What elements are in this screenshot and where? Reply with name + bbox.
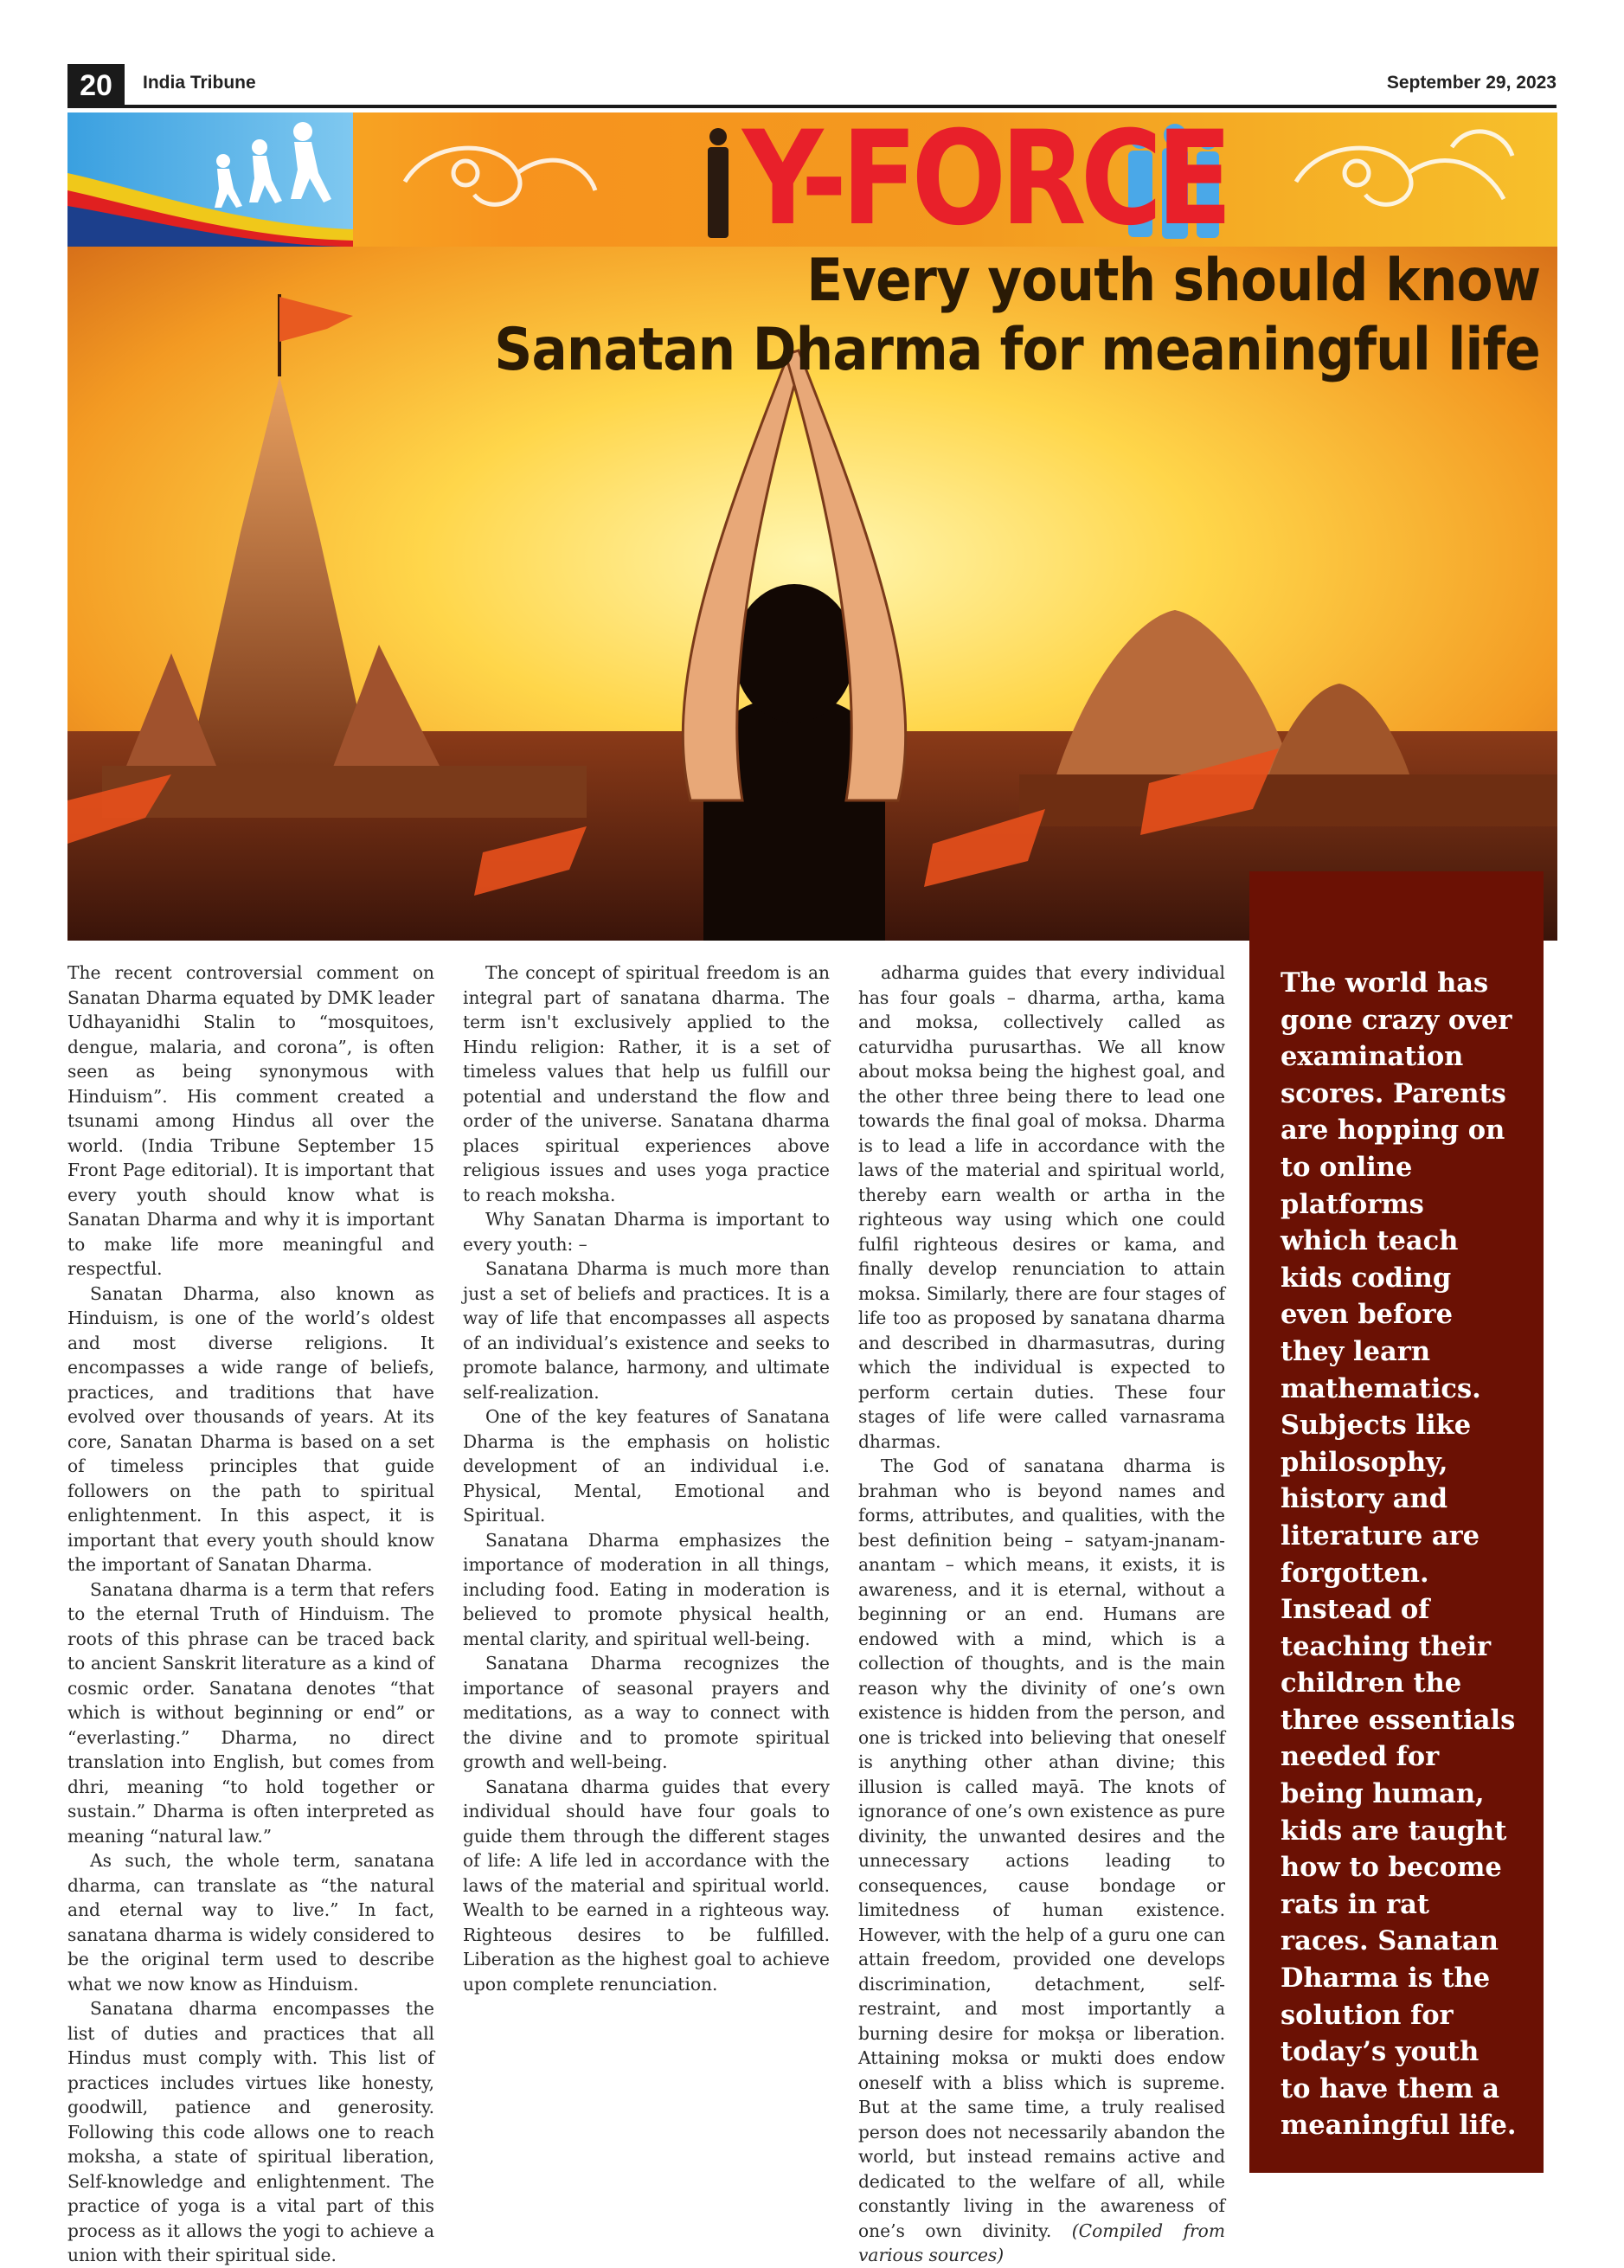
article-column-2 [463,961,830,1996]
swirl-ornament-left-icon [405,148,595,204]
y-force-logo: Y-FORCE [742,112,1227,247]
headline-line-1: Every youth should know [806,247,1540,315]
article-credit: (Compiled from various sources) [858,2220,1225,2265]
article-paragraph: Sanatana Dharma emphasizes the importance of moderation in all things, including food. Eating in moderation is believed to promote physical health, mental clarity, and spiritual well-being. [463,1529,830,1649]
swirl-ornament-right-icon [1296,132,1512,204]
hero-image [67,247,1557,941]
article-column-3 [858,961,1225,2268]
article-paragraph: Sanatana Dharma recognizes the importance of seasonal prayers and meditations, as a way to connect with the divine and to promote spiritual growth and well-being. [463,1653,830,1772]
article-paragraph: As such, the whole term, sanatana dharma, can translate as “the natural and eternal way to live.” In fact, sanatana dharma is widely considered to be the original term used to describe what we now know as Hinduism. [67,1850,434,1995]
article-paragraph: adharma guides that every individual has four goals – dharma, artha, kama and moksa, collectively called as caturvidha purusarthas. We all know about moksa being the highest goal, and the other three being there to lead one towards the final goal of moksa. Dharma is to lead a life in accordance with the laws of the material and spiritual world, thereby earn wealth or artha in the righteous way using which one could fulfil righteous desires or kama, and finally develop renunciation to attain moksa. Similarly, there are four stages of life too as proposed by sanatana dharma and described in dharmasutras, during which the individual is expected to perform certain duties. These four stages of life were called varnasrama dharmas. [858,962,1225,1452]
sidebar-callout [1249,871,1544,2173]
article-paragraph: One of the key features of Sanatana Dharma is the emphasis on holistic development of an individual i.e. Physical, Mental, Emotional and Spiritual. [463,1406,830,1526]
headline-line-2: Sanatan Dharma for meaningful life [494,316,1540,384]
article-paragraph: Sanatana dharma guides that every individual should have four goals to guide them through the different stages of life: A life led in accordance with the laws of the material and spiritual world. Wealth to be earned in a righteous way. Righteous desires to be fulfilled. Liberation as the highest goal to achieve upon complete renunciation. [463,1776,830,1995]
publication-name: India Tribune [143,73,256,93]
article-paragraph: Sanatana dharma is a term that refers to the eternal Truth of Hinduism. The roots of this phrase can be traced back to ancient Sanskrit literature as a kind of cosmic order. Sanatana denotes “that which is without beginning or end” or “everlasting.” Dharma, no direct translation into English, but comes from dhri, meaning “to hold together or sustain.” Dharma is often interpreted as meaning “natural law.” [67,1578,434,1847]
section-banner [67,112,1557,247]
man-silhouette-icon [708,128,729,238]
article-paragraph: Sanatan Dharma, also known as Hinduism, is one of the world’s oldest and most diverse religions. It encompasses a wide range of beliefs, practices, and traditions that have evolved over thousands of years. At its core, Sanatan Dharma is based on a set of timeless principles that guide followers on the path to spiritual enlightenment. In this aspect, it is important that every youth should know the important of Sanatan Dharma. [67,1282,434,1575]
page-number: 20 [67,64,125,107]
article-paragraph-text: The God of sanatana dharma is brahman who is beyond names and forms, attributes, and qualities, with the best definition being – satyam-jnanam-anantam – which means, it exists, it is awareness, and it is eternal, without a beginning or an end. Humans are endowed with a mind, which is a collection of thoughts, and is the main reason why the divinity of one’s own existence is hidden from the person, and one is tricked into believing that oneself is anything other athan divine; this illusion is called mayā. The knots of ignorance of one’s own existence as pure divinity, the unwanted desires and the unnecessary actions leading to consequences, cause bondage or limitedness of human existence. However, with the help of a guru one can attain freedom, provided one develops discrimination, detachment, self-restraint, and most importantly a burning desire for mokṣa or liberation. Attaining moksa or mukti does endow oneself with a bliss which is supreme. But at the same time, a truly realised person does not necessarily abandon the world, but instead remains active and dedicated to the welfare of all, while constantly living in the awareness of one’s own divinity. [858,1455,1225,2241]
article-paragraph: The concept of spiritual freedom is an integral part of sanatana dharma. The term isn't exclusively applied to the Hindu religion: Rather, it is a set of timeless values that help us fulfill our potential and understand the flow and order of the universe. Sanatana dharma places spiritual experiences above religious issues and uses yoga practice to reach moksha. [463,962,830,1205]
issue-date: September 29, 2023 [1386,73,1557,93]
article-paragraph: The recent controversial comment on Sanatan Dharma equated by DMK leader Udhayanidhi Stalin to “mosquitoes, dengue, malaria, and corona”, is often seen as being synonymous with Hinduism”. His comment created a tsunami among Hindus all over the world. (India Tribune September 15 Front Page editorial). It is important that every youth should know what is Sanatan Dharma and why it is important to make life more meaningful and respectful. [67,962,434,1279]
article-paragraph: Why Sanatan Dharma is important to every youth: – [463,1209,830,1255]
article-column-1 [67,961,434,2268]
article-paragraph [858,1454,1225,2268]
header-rule [67,105,1557,108]
sidebar-text: The world has gone crazy over examination scores. Parents are hopping on to online platforms which teach kids coding even before they learn mathematics. Subjects like philosophy, history and literature are forgotten. Instead of teaching their children the three essentials needed for being human, kids are taught how to become rats in rat races. Sanatan Dharma is the solution for today’s youth to have them a meaningful life. [1281,967,1517,2142]
article-paragraph: Sanatana Dharma is much more than just a set of beliefs and practices. It is a way of life that encompasses all aspects of an individual’s existence and seeks to promote balance, harmony, and ultimate self-realization. [463,1258,830,1403]
article-paragraph: Sanatana dharma encompasses the list of duties and practices that all Hindus must comply with. This list of practices includes virtues like honesty, goodwill, patience and generosity. Following this code allows one to reach moksha, a state of spiritual liberation, Self-knowledge and enlightenment. The practice of yoga is a vital part of this process as it allows the yogi to achieve a union with their spiritual side. [67,1998,434,2265]
